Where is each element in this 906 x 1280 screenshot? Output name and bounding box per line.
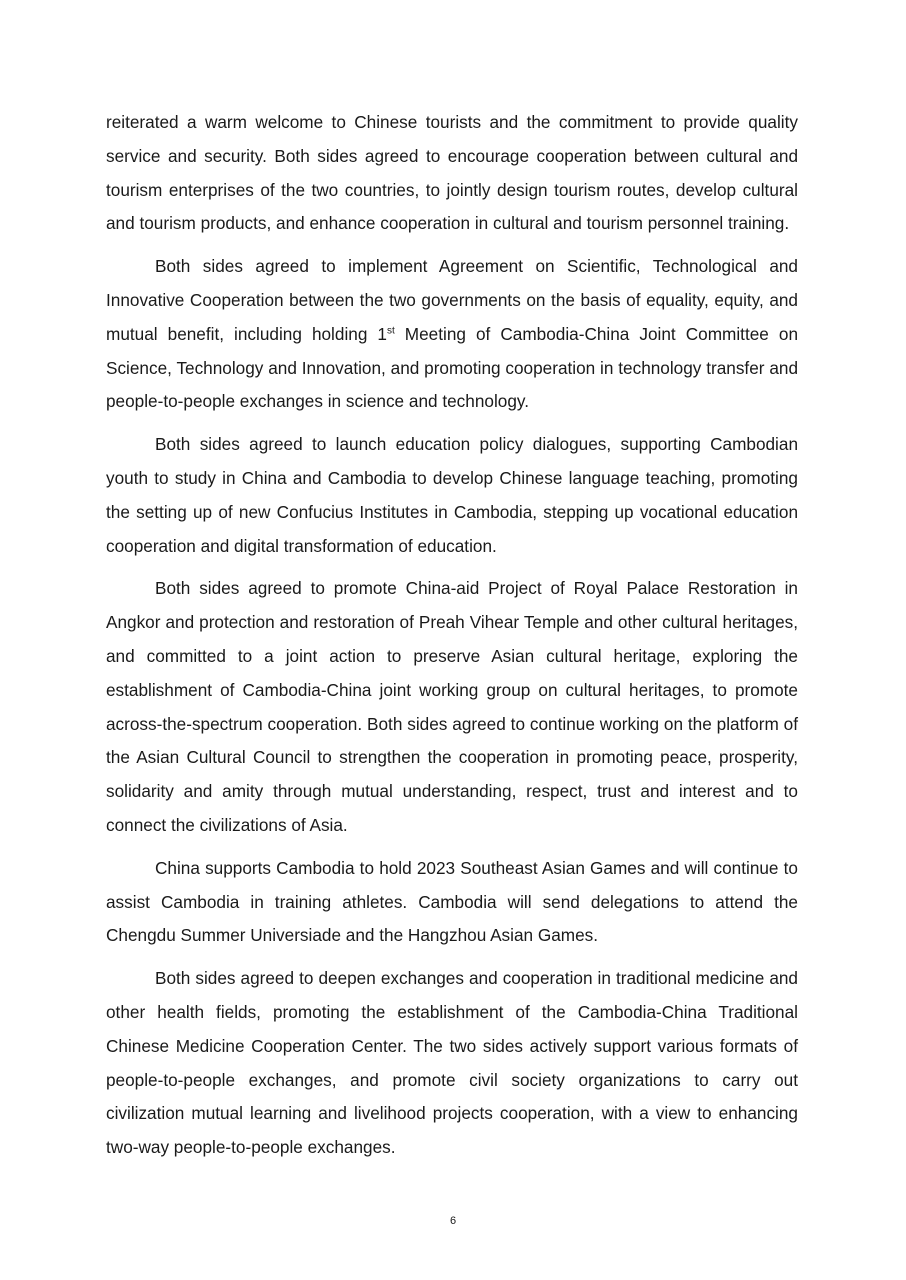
document-page bbox=[106, 106, 798, 1174]
ordinal-superscript: st bbox=[386, 325, 395, 337]
paragraph-education: Both sides agreed to launch education policy dialogues, supporting Cambodian youth to study in China and Cambodia to develop Chinese language teaching, promoting the setting up of new Confucius Institutes in Cambodia, stepping up vocational education cooperation and digital transformation of education. bbox=[106, 434, 798, 556]
paragraph-cultural-heritage: Both sides agreed to promote China-aid Project of Royal Palace Restoration in Angkor and protection and restoration of Preah Vihear Temple and other cultural heritages, and committed to a joint action to preserve Asian cultural heritage, exploring the establishment of Cambodia-China joint working group on cultural heritages, to promote across-the-spectrum cooperation. Both sides agreed to continue working on the platform of the Asian Cultural Council to strengthen the cooperation in promoting peace, prosperity, solidarity and amity through mutual understanding, respect, trust and interest and to connect the civilizations of Asia. bbox=[106, 578, 798, 835]
paragraph-sports: China supports Cambodia to hold 2023 Southeast Asian Games and will continue to assist Cambodia in training athletes. Cambodia will send delegations to attend the Chengdu Summer Universiade and the Hangzhou Asian Games. bbox=[106, 857, 798, 946]
paragraph-tourism-continued: reiterated a warm welcome to Chinese tourists and the commitment to provide quality service and security. Both sides agreed to encourage cooperation between cultural and tourism enterprises of the two countries, to jointly design tourism routes, develop cultural and tourism products, and enhance cooperation in cultural and tourism personnel training. bbox=[106, 112, 798, 234]
paragraph-health-exchanges: Both sides agreed to deepen exchanges and cooperation in traditional medicine and other health fields, promoting the establishment of the Cambodia-China Traditional Chinese Medicine Cooperation Center. The two sides actively support various formats of people-to-people exchanges, and promote civil society organizations to carry out civilization mutual learning and livelihood projects cooperation, with a view to enhancing two-way people-to-people exchanges. bbox=[106, 968, 798, 1158]
paragraph-text-before-superscript: Both sides agreed to implement Agreement on Scientific, Technological and Innovative Cooperation between the two governments on the basis of equality, equity, and mutual benefit, including holding 1 bbox=[106, 256, 798, 344]
paragraph-text-after-superscript: Meeting of Cambodia-China Joint Committee on Science, Technology and Innovation, and promoting cooperation in technology transfer and people-to-people exchanges in science and technology. bbox=[106, 323, 798, 412]
paragraph-science-technology bbox=[106, 250, 798, 419]
page-number: 6 bbox=[449, 1215, 457, 1227]
